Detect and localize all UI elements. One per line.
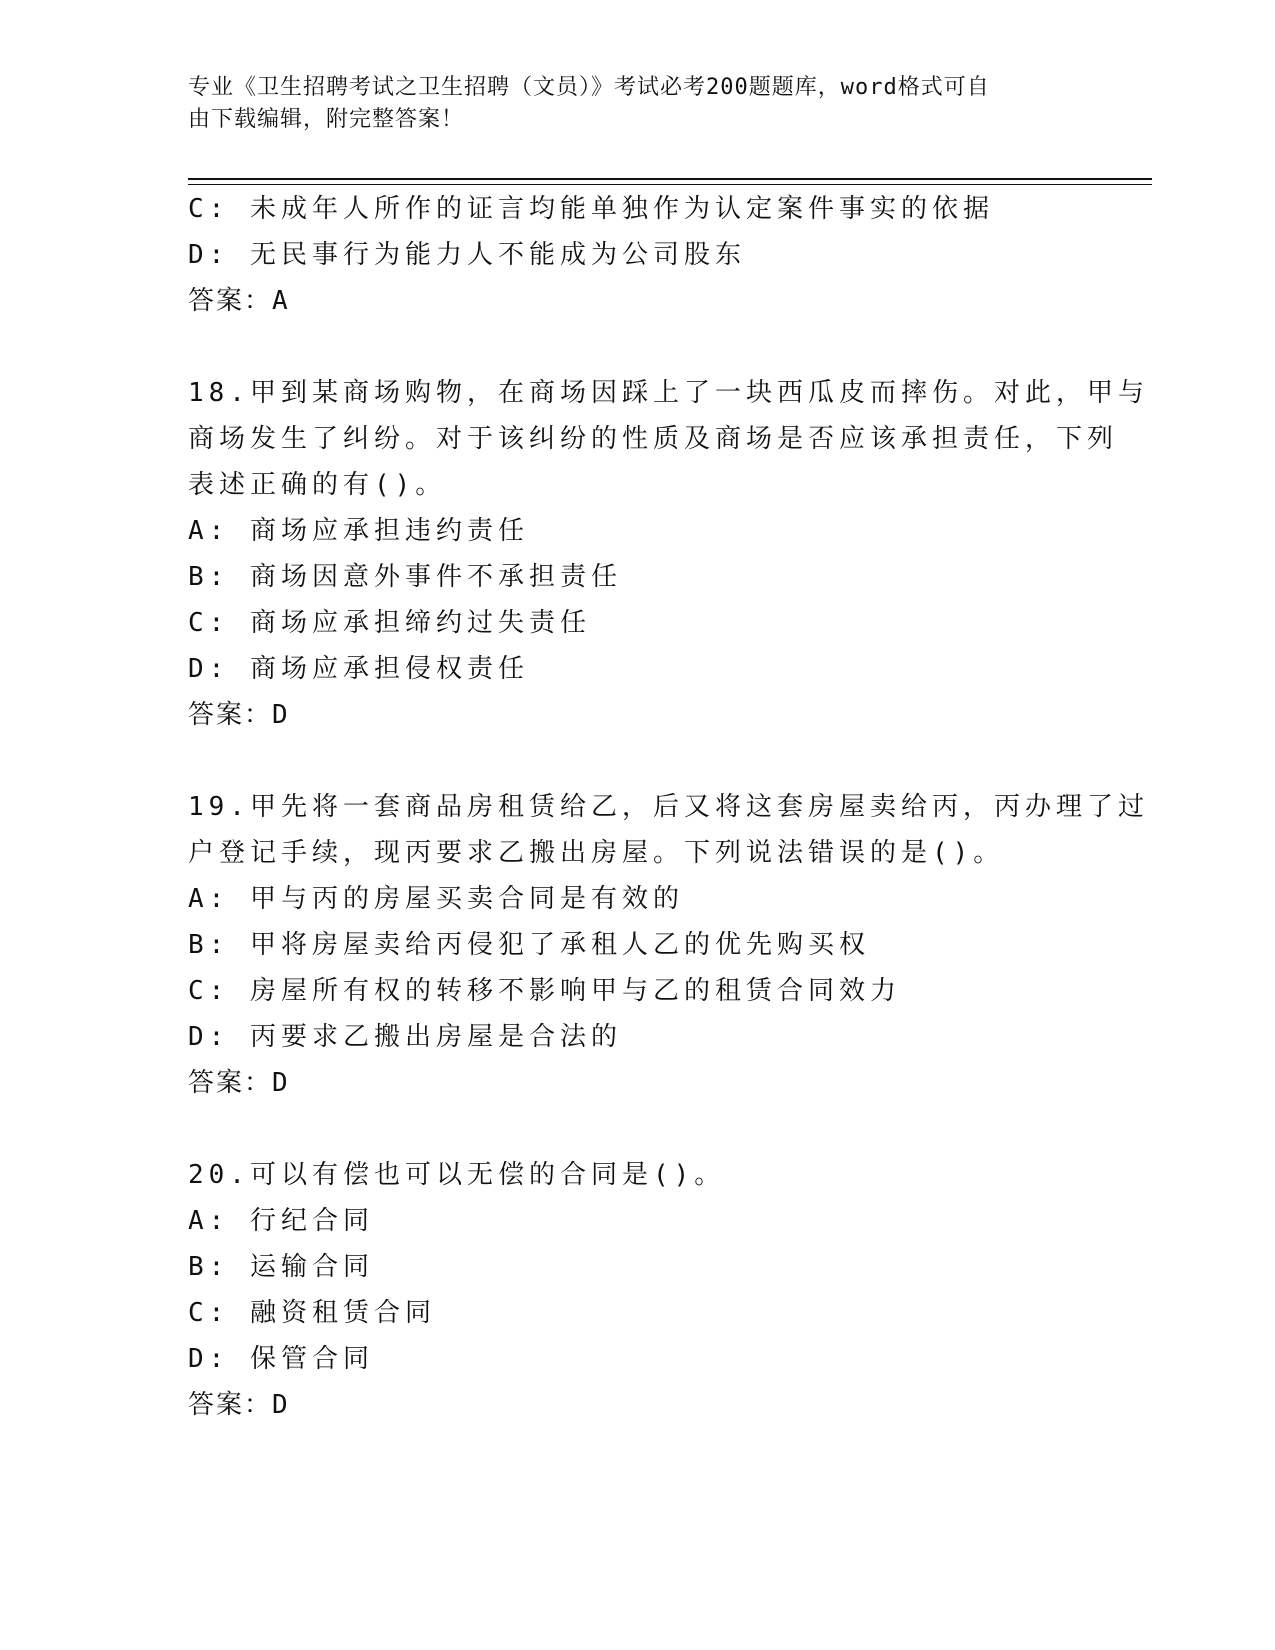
answer-line [188, 278, 1088, 324]
question-stem: 表述正确的有()。 [188, 470, 447, 500]
question-18 [188, 370, 1149, 738]
question-stem: 18.甲到某商场购物，在商场因踩上了一块西瓜皮而摔伤。对此，甲与 [188, 378, 1149, 408]
spacer [188, 1106, 1088, 1152]
option-d: D: 丙要求乙搬出房屋是合法的 [188, 1022, 622, 1052]
option-b: B: 运输合同 [188, 1252, 374, 1282]
question-stem: 商场发生了纠纷。对于该纠纷的性质及商场是否应该承担责任，下列 [188, 424, 1119, 454]
document-header [188, 72, 1068, 136]
question-19 [188, 784, 1149, 1106]
answer-label: 答案： [188, 1390, 273, 1420]
answer-value: D [272, 700, 290, 730]
question-stem: 户登记手续，现丙要求乙搬出房屋。下列说法错误的是()。 [188, 838, 1005, 868]
header-line-2: 由下载编辑，附完整答案！ [188, 107, 465, 132]
header-line-1: 专业《卫生招聘考试之卫生招聘（文员）》考试必考200题题库，word格式可自 [188, 75, 990, 100]
document-body [188, 186, 1149, 1428]
answer-line [188, 1382, 1088, 1428]
option-d: D: 无民事行为能力人不能成为公司股东 [188, 240, 746, 270]
option-a: A: 甲与丙的房屋买卖合同是有效的 [188, 884, 684, 914]
answer-line [188, 1060, 1088, 1106]
question-stem: 19.甲先将一套商品房租赁给乙，后又将这套房屋卖给丙，丙办理了过 [188, 792, 1149, 822]
option-d: D: 商场应承担侵权责任 [188, 654, 529, 684]
previous-question [188, 186, 1088, 324]
option-c: C: 商场应承担缔约过失责任 [188, 608, 591, 638]
option-c: C: 房屋所有权的转移不影响甲与乙的租赁合同效力 [188, 976, 901, 1006]
header-divider-thin [188, 184, 1152, 185]
option-b: B: 甲将房屋卖给丙侵犯了承租人乙的优先购买权 [188, 930, 870, 960]
option-c: C: 未成年人所作的证言均能单独作为认定案件事实的依据 [188, 194, 994, 224]
header-divider-thick [188, 178, 1152, 180]
question-20 [188, 1152, 1088, 1428]
spacer [188, 738, 1088, 784]
option-c: C: 融资租赁合同 [188, 1298, 436, 1328]
answer-label: 答案： [188, 700, 273, 730]
question-stem: 20.可以有偿也可以无偿的合同是()。 [188, 1160, 726, 1190]
answer-value: D [272, 1068, 290, 1098]
answer-value: D [272, 1390, 290, 1420]
answer-label: 答案： [188, 286, 273, 316]
option-b: B: 商场因意外事件不承担责任 [188, 562, 622, 592]
spacer [188, 324, 1088, 370]
answer-label: 答案： [188, 1068, 273, 1098]
option-a: A: 行纪合同 [188, 1206, 374, 1236]
option-d: D: 保管合同 [188, 1344, 374, 1374]
answer-line [188, 692, 1088, 738]
option-a: A: 商场应承担违约责任 [188, 516, 529, 546]
answer-value: A [272, 286, 290, 316]
